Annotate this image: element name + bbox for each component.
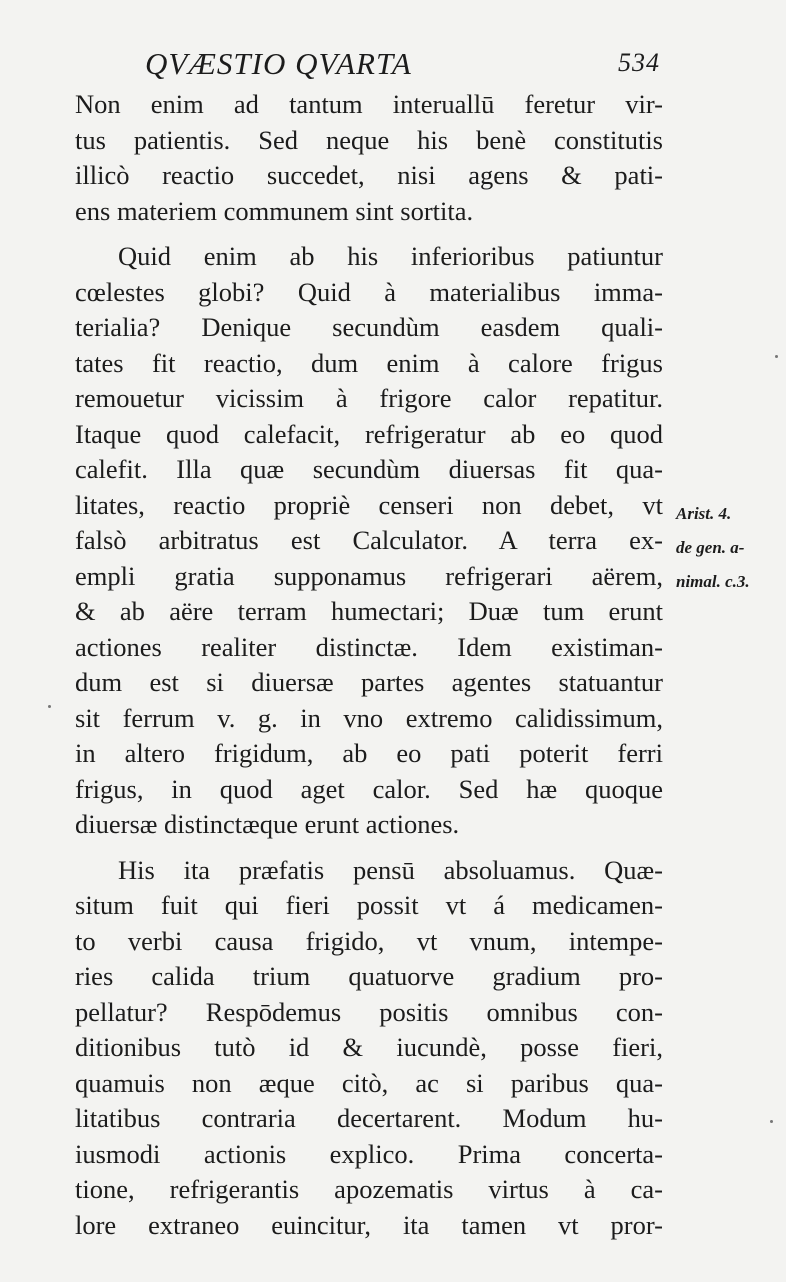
text-line: ditionibus tutò id & iucundè, posse fieri, [75,1032,663,1062]
ink-speck [48,705,51,708]
text-line: Quid enim ab his inferioribus patiuntur [118,241,663,271]
text-line: sit ferrum v. g. in vno extremo calidissimum, [75,702,663,733]
text-line: tates fit reactio, dum enim à calore frigus [75,347,663,378]
page-header [145,46,660,86]
text-line: ries calida trium quatuorve gradium pro- [75,961,663,991]
margin-note [676,497,798,599]
text-line: tus patientis. Sed neque his benè constitutis [75,124,663,155]
text-line: tione, refrigerantis apozematis virtus à ca- [75,1174,663,1204]
text-line: diuersæ distinctæque erunt actiones. [75,809,460,839]
margin-note-line: Arist. 4. [676,504,732,523]
text-line: iusmodi actionis explico. Prima concerta- [75,1138,663,1169]
text-line: terialia? Denique secundùm easdem quali- [75,312,663,342]
text-line: frigus, in quod aget calor. Sed hæ quoque [75,773,663,804]
text-line: situm fuit qui fieri possit vt á medicamen- [75,890,663,920]
paragraph-1 [75,87,663,229]
text-line: His ita præfatis pensū absoluamus. Quæ- [118,854,663,885]
ink-speck [770,1120,773,1123]
text-line: lore extraneo euincitur, ita tamen vt pror- [75,1209,663,1240]
running-title: QVÆSTIO QVARTA [145,46,412,81]
text-line: dum est si diuersæ partes agentes statuantur [75,667,663,697]
body-text [75,87,663,1243]
margin-note-line: nimal. c.3. [676,572,750,591]
text-line: remouetur vicissim à frigore calor repatitur. [75,383,663,413]
page-number: 534 [618,48,660,77]
text-line: ens materiem communem sint sortita. [75,195,474,226]
text-line: in altero frigidum, ab eo pati poterit ferri [75,738,663,768]
paragraph-3 [75,853,663,1244]
text-line: illicò reactio succedet, nisi agens & pati- [75,160,663,190]
ink-speck [775,355,778,358]
text-line: quamuis non æque citò, ac si paribus qua- [75,1067,663,1098]
margin-note-line: de gen. a- [676,538,745,557]
text-line: Itaque quod calefacit, refrigeratur ab eo quod [75,418,663,449]
text-line: to verbi causa frigido, vt vnum, intempe- [75,925,663,956]
page-edge [786,0,800,1282]
text-line: litates, reactio propriè censeri non debet, vt [75,489,663,520]
text-line: empli gratia supponamus refrigerari aërem, [75,560,663,591]
text-line: Non enim ad tantum interuallū feretur vir- [75,89,663,119]
text-line: & ab aëre terram humectari; Duæ tum erunt [75,596,663,626]
text-line: litatibus contraria decertarent. Modum hu- [75,1103,663,1133]
text-line: calefit. Illa quæ secundùm diuersas fit qua- [75,454,663,484]
text-line: falsò arbitratus est Calculator. A terra ex- [75,525,663,555]
text-line: cœlestes globi? Quid à materialibus imma- [75,276,663,307]
paragraph-2 [75,239,663,843]
text-line: actiones realiter distinctæ. Idem existiman- [75,631,663,662]
text-line: pellatur? Respōdemus positis omnibus con- [75,996,663,1027]
